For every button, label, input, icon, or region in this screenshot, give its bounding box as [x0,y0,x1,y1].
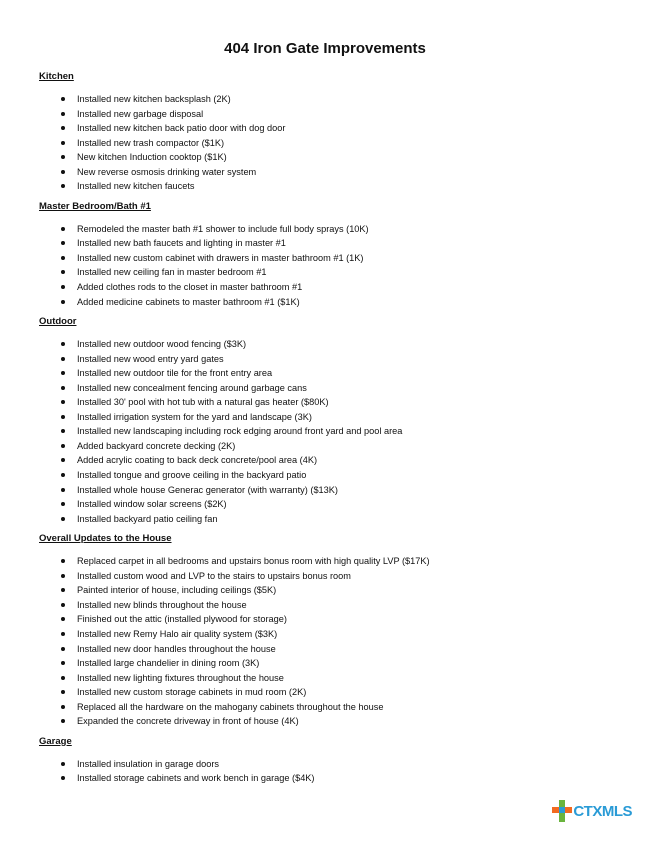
bullet-icon [61,559,65,563]
list-item-text: Installed large chandelier in dining room (3K) [77,658,260,669]
section [39,533,629,729]
list-item [39,656,629,671]
list-item [39,352,629,367]
bullet-icon [61,300,65,304]
bullet-icon [61,357,65,361]
list-item-text: Installed custom wood and LVP to the stairs to upstairs bonus room [77,570,351,581]
list-item-text: New reverse osmosis drinking water system [77,166,257,177]
section-heading: Outdoor [39,316,77,328]
list-item [39,107,629,122]
page-title: 404 Iron Gate Improvements [224,40,426,57]
list-item-text: Installed storage cabinets and work bench in garage ($4K) [77,773,315,784]
bullet-icon [61,270,65,274]
list-item [39,757,629,772]
list-item [39,671,629,686]
list-item [39,381,629,396]
list-item [39,700,629,715]
section [39,201,629,309]
bullet-icon [61,97,65,101]
bullet-icon [61,342,65,346]
bullet-icon [61,719,65,723]
bullet-icon [61,690,65,694]
list-item [39,236,629,251]
list-item-text: Installed new door handles throughout the house [77,643,276,654]
bullet-icon [61,112,65,116]
list-item-text: Installed whole house Generac generator (with warranty) ($13K) [77,484,338,495]
list-item [39,598,629,613]
section-heading: Overall Updates to the House [39,533,172,545]
list-item [39,165,629,180]
list-item [39,583,629,598]
list-item-text: Installed new concealment fencing around garbage cans [77,382,307,393]
list-item [39,627,629,642]
item-list [39,757,629,786]
list-item [39,483,629,498]
list-item [39,685,629,700]
list-item [39,295,629,310]
bullet-icon [61,647,65,651]
bullet-icon [61,126,65,130]
list-item-text: Painted interior of house, including ceilings ($5K) [77,585,277,596]
list-item [39,222,629,237]
list-item-text: Replaced carpet in all bedrooms and upstairs bonus room with high quality LVP ($17K) [77,556,430,567]
list-item-text: Installed new lighting fixtures throughout the house [77,672,284,683]
logo-text [573,803,632,820]
section [39,736,629,786]
document-content [39,71,629,793]
list-item [39,612,629,627]
list-item-text: Installed new ceiling fan in master bedroom #1 [77,267,267,278]
list-item-text: Installed window solar screens ($2K) [77,499,227,510]
list-item-text: Installed new Remy Halo air quality system ($3K) [77,628,278,639]
list-item-text: Installed irrigation system for the yard and landscape (3K) [77,411,312,422]
list-item [39,439,629,454]
list-item-text: Added backyard concrete decking (2K) [77,440,236,451]
bullet-icon [61,473,65,477]
list-item [39,424,629,439]
bullet-icon [61,241,65,245]
section-heading: Master Bedroom/Bath #1 [39,200,151,212]
list-item-text: New kitchen Induction cooktop ($1K) [77,152,227,163]
list-item-text: Installed new kitchen faucets [77,181,195,192]
list-item [39,497,629,512]
bullet-icon [61,603,65,607]
bullet-icon [61,762,65,766]
list-item [39,179,629,194]
list-item [39,771,629,786]
bullet-icon [61,458,65,462]
bullet-icon [61,184,65,188]
item-list [39,92,629,194]
list-item-text: Installed tongue and groove ceiling in the backyard patio [77,470,307,481]
list-item-text: Replaced all the hardware on the mahogany cabinets throughout the house [77,701,384,712]
list-item-text: Installed new outdoor wood fencing ($3K) [77,339,247,350]
bullet-icon [61,155,65,159]
bullet-icon [61,285,65,289]
bullet-icon [61,676,65,680]
bullet-icon [61,444,65,448]
bullet-icon [61,415,65,419]
item-list [39,554,629,729]
list-item-text: Added clothes rods to the closet in master bathroom #1 [77,282,303,293]
bullet-icon [61,574,65,578]
list-item-text: Added acrylic coating to back deck concrete/pool area (4K) [77,455,318,466]
section [39,71,629,194]
list-item [39,337,629,352]
section [39,316,629,526]
logo-suffix: MLS [601,802,632,820]
bullet-icon [61,170,65,174]
bullet-icon [61,632,65,636]
list-item-text: Installed backyard patio ceiling fan [77,513,218,524]
list-item [39,642,629,657]
item-list [39,337,629,526]
bullet-icon [61,371,65,375]
list-item [39,280,629,295]
bullet-icon [61,429,65,433]
bullet-icon [61,488,65,492]
list-item-text: Remodeled the master bath #1 shower to include full body sprays (10K) [77,223,369,234]
list-item-text: Installed new trash compactor ($1K) [77,137,225,148]
list-item-text: Installed new blinds throughout the house [77,599,247,610]
list-item-text: Installed new kitchen back patio door with dog door [77,123,286,134]
list-item [39,714,629,729]
list-item [39,410,629,425]
list-item [39,265,629,280]
list-item [39,366,629,381]
list-item [39,251,629,266]
logo-prefix: CTX [573,802,602,820]
list-item [39,512,629,527]
list-item-text: Installed new landscaping including rock edging around front yard and pool area [77,426,403,437]
list-item-text: Installed 30' pool with hot tub with a natural gas heater ($80K) [77,397,329,408]
list-item [39,395,629,410]
list-item [39,92,629,107]
bullet-icon [61,661,65,665]
list-item-text: Added medicine cabinets to master bathroom #1 ($1K) [77,296,300,307]
bullet-icon [61,776,65,780]
bullet-icon [61,705,65,709]
list-item [39,554,629,569]
list-item-text: Installed new custom storage cabinets in mud room (2K) [77,687,307,698]
list-item-text: Installed new kitchen backsplash (2K) [77,94,231,104]
section-heading: Kitchen [39,71,74,82]
list-item-text: Installed new bath faucets and lighting in master #1 [77,238,286,249]
list-item [39,569,629,584]
list-item-text: Installed new garbage disposal [77,108,204,119]
section-heading: Garage [39,735,72,747]
bullet-icon [61,588,65,592]
list-item-text: Finished out the attic (installed plywood for storage) [77,614,287,625]
list-item [39,136,629,151]
list-item-text: Expanded the concrete driveway in front of house (4K) [77,716,299,727]
list-item-text: Installed new outdoor tile for the front entry area [77,368,273,379]
ctxmls-logo [552,800,632,822]
bullet-icon [61,141,65,145]
bullet-icon [61,502,65,506]
list-item [39,468,629,483]
item-list [39,222,629,309]
bullet-icon [61,256,65,260]
bullet-icon [61,400,65,404]
bullet-icon [61,227,65,231]
bullet-icon [61,617,65,621]
list-item-text: Installed insulation in garage doors [77,758,219,769]
bullet-icon [61,517,65,521]
texas-cross-icon [552,800,572,822]
list-item-text: Installed new custom cabinet with drawers in master bathroom #1 (1K) [77,252,364,263]
bullet-icon [61,386,65,390]
list-item [39,150,629,165]
list-item-text: Installed new wood entry yard gates [77,353,224,364]
list-item [39,453,629,468]
list-item [39,121,629,136]
